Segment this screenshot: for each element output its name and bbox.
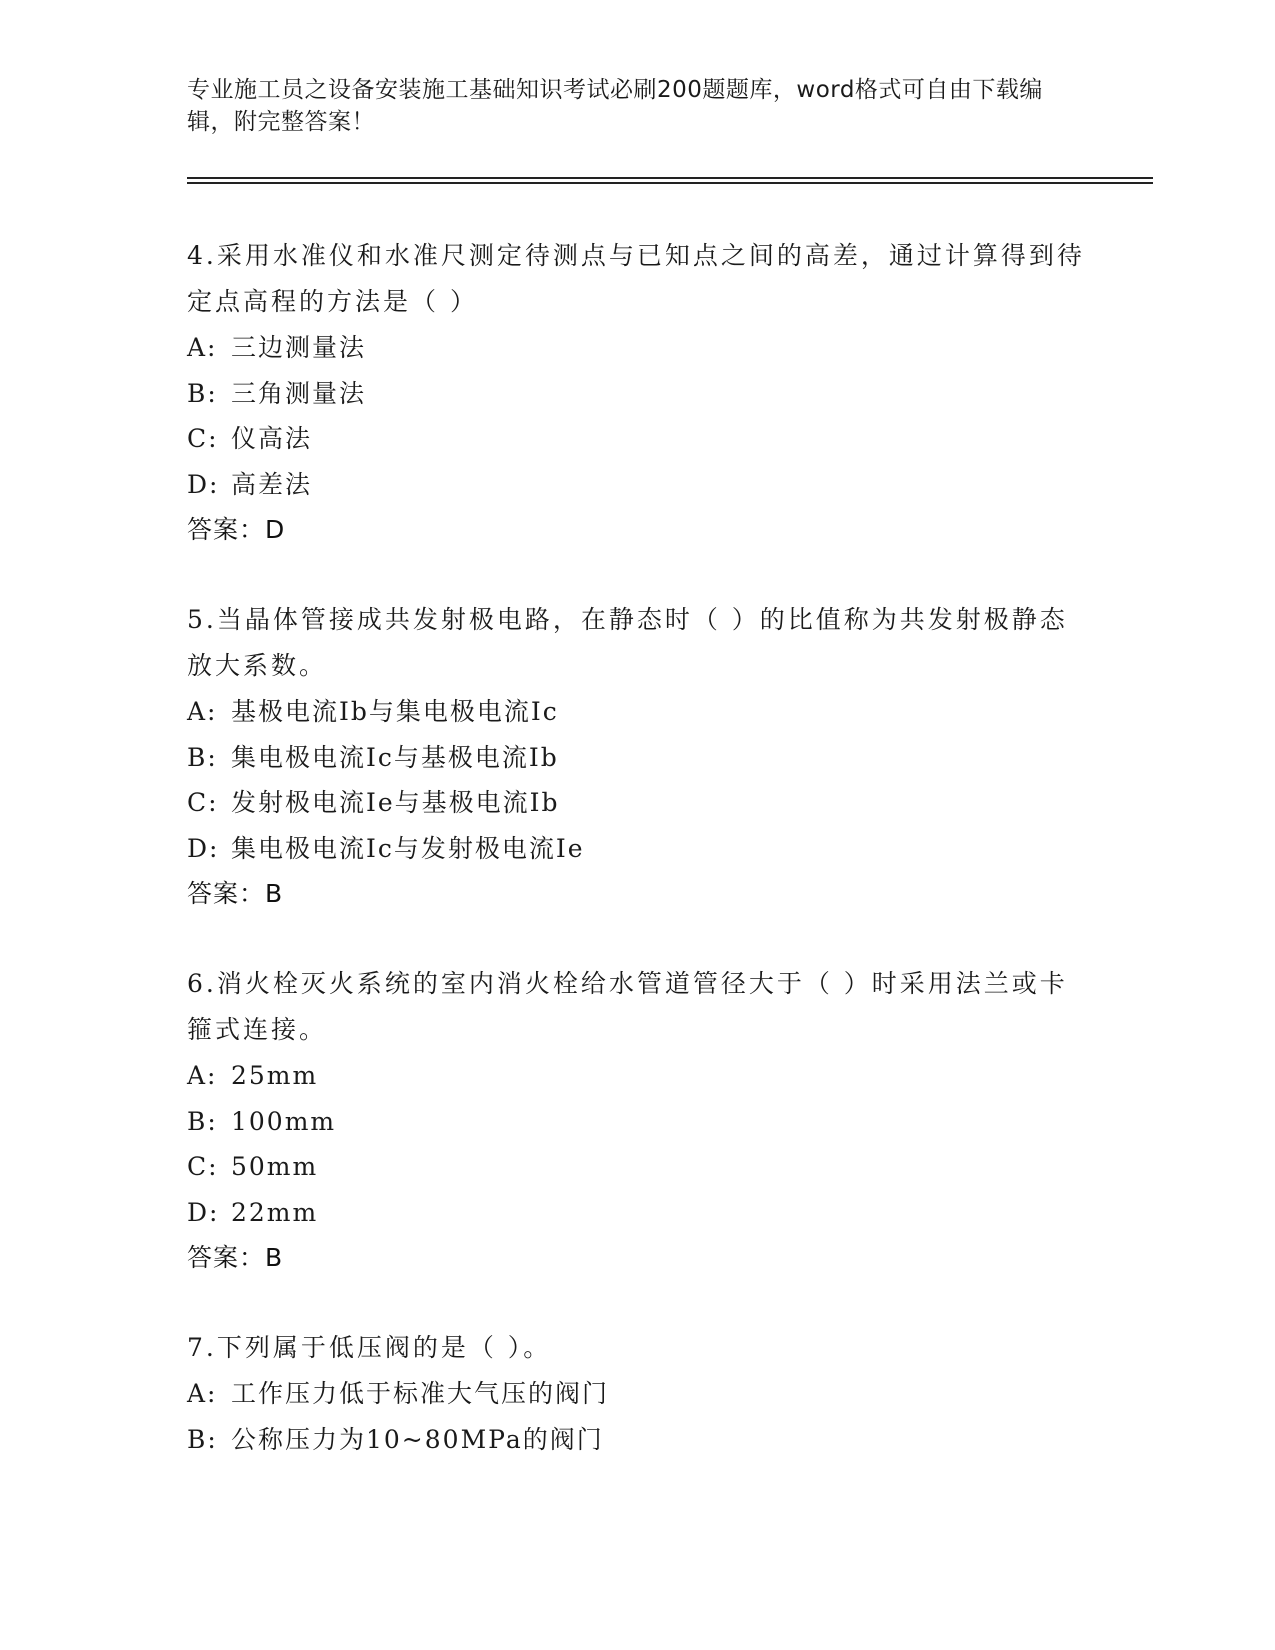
question-5 <box>187 597 1087 916</box>
option-c <box>187 1144 1087 1190</box>
option-text: 发射极电流Ie与基极电流Ib <box>231 788 560 817</box>
option-text: 25mm <box>231 1061 319 1090</box>
question-stem: 4.采用水准仪和水准尺测定待测点与已知点之间的高差，通过计算得到待定点高程的方法是（ ） <box>187 241 1085 316</box>
option-key: D: <box>187 469 220 499</box>
document-header: 专业施工员之设备安装施工基础知识考试必刷200题题库，word格式可自由下载编辑，附完整答案！ <box>187 77 1043 135</box>
option-key: A: <box>187 697 218 726</box>
option-key: D: <box>187 833 220 863</box>
option-d <box>187 1190 1087 1236</box>
option-text: 三角测量法 <box>231 378 367 408</box>
option-text: 高差法 <box>231 469 313 499</box>
option-key: C: <box>187 788 219 817</box>
header-divider-bottom <box>187 182 1153 184</box>
question-7 <box>187 1325 1087 1462</box>
option-key: B: <box>187 1424 218 1454</box>
option-text: 50mm <box>231 1152 319 1181</box>
option-text: 22mm <box>231 1197 319 1227</box>
option-text: 仪高法 <box>231 424 313 453</box>
option-c <box>187 416 1087 462</box>
option-key: B: <box>187 1106 218 1136</box>
answer-line: 答案：D <box>187 515 286 544</box>
option-b <box>187 371 1087 417</box>
option-a <box>187 689 1087 735</box>
option-b <box>187 1417 1087 1463</box>
answer-line: 答案：B <box>187 1243 284 1272</box>
option-text: 100mm <box>231 1106 337 1136</box>
option-key: A: <box>187 1379 218 1408</box>
option-a <box>187 325 1087 371</box>
option-b <box>187 1099 1087 1145</box>
option-text: 集电极电流Ic与基极电流Ib <box>231 742 559 772</box>
option-key: C: <box>187 424 219 453</box>
option-text: 基极电流Ib与集电极电流Ic <box>231 697 559 726</box>
option-text: 三边测量法 <box>231 333 367 362</box>
option-text: 公称压力为10~80MPa的阀门 <box>231 1424 604 1454</box>
option-key: D: <box>187 1197 220 1227</box>
option-text: 集电极电流Ic与发射极电流Ie <box>231 833 585 863</box>
option-b <box>187 735 1087 781</box>
answer-line: 答案：B <box>187 879 284 908</box>
option-text: 工作压力低于标准大气压的阀门 <box>231 1379 610 1408</box>
question-4 <box>187 233 1087 552</box>
option-key: B: <box>187 742 218 772</box>
option-key: B: <box>187 378 218 408</box>
option-a <box>187 1053 1087 1099</box>
option-key: A: <box>187 1061 218 1090</box>
option-d <box>187 826 1087 872</box>
question-stem: 5.当晶体管接成共发射极电路，在静态时（ ）的比值称为共发射极静态放大系数。 <box>187 605 1068 680</box>
option-key: A: <box>187 333 218 362</box>
option-c <box>187 780 1087 826</box>
question-stem: 7.下列属于低压阀的是（ ）。 <box>187 1333 552 1362</box>
option-key: C: <box>187 1152 219 1181</box>
option-d <box>187 462 1087 508</box>
question-6 <box>187 961 1087 1280</box>
option-a <box>187 1371 1087 1417</box>
question-stem: 6.消火栓灭火系统的室内消火栓给水管道管径大于（ ）时采用法兰或卡箍式连接。 <box>187 969 1068 1044</box>
header-divider-top <box>187 177 1153 179</box>
